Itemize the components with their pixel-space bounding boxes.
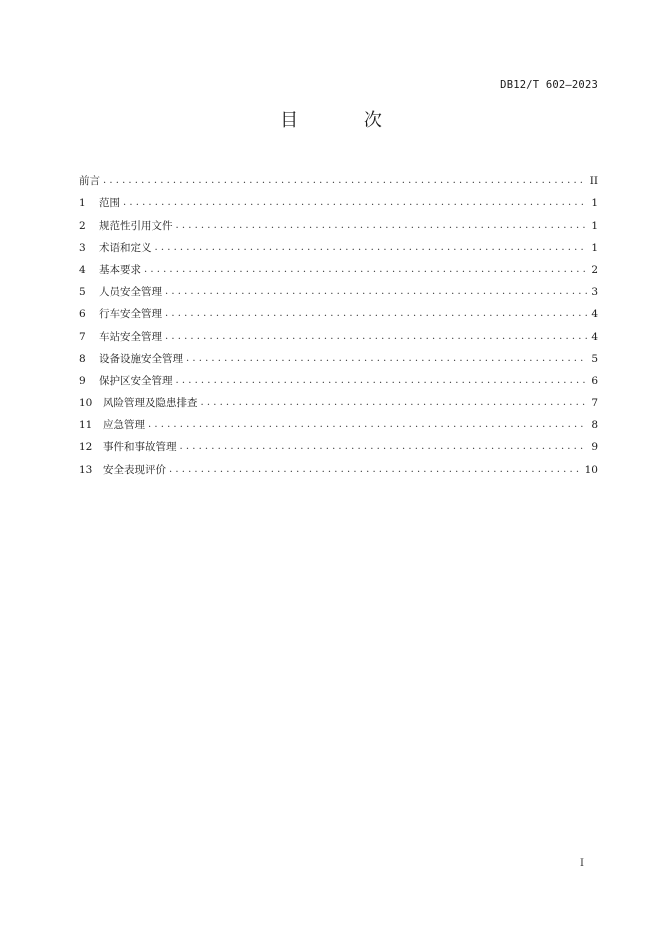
toc-entry-7[interactable] [79,321,598,343]
toc-entry-label: 保护区安全管理 [99,374,173,387]
toc-entry-page: 7 [591,397,598,410]
toc-entry-label: 范围 [99,197,120,210]
toc-entry-11[interactable] [79,410,598,432]
toc-entry-1[interactable] [79,188,598,210]
toc-entry-12[interactable] [79,432,598,454]
document-code: DB12/T 602—2023 [500,79,598,91]
toc-entry-label: 基本要求 [99,263,141,276]
toc-entry-page: 3 [591,286,598,299]
toc-dot-leader [155,241,588,255]
toc-entry-foreword[interactable] [79,166,598,188]
toc-entry-label: 事件和事故管理 [103,441,177,454]
toc-entry-number: 5 [79,286,86,299]
toc-entry-label: 术语和定义 [99,241,152,254]
toc-dot-leader [176,374,588,388]
toc-entry-number: 1 [79,197,86,210]
toc-entry-number: 4 [79,263,86,276]
toc-dot-leader [186,352,587,366]
toc-entry-number: 12 [79,441,93,454]
toc-entry-page: 8 [591,419,598,432]
table-of-contents [79,166,598,477]
toc-entry-label: 风险管理及隐患排查 [103,397,198,410]
toc-entry-label: 人员安全管理 [99,286,162,299]
toc-dot-leader [176,219,588,233]
toc-entry-9[interactable] [79,366,598,388]
toc-entry-label: 前言 [79,175,100,188]
toc-entry-page: 5 [591,352,598,365]
toc-entry-page: 1 [591,197,598,210]
toc-entry-number: 9 [79,374,86,387]
toc-dot-leader [169,463,582,477]
toc-entry-label: 行车安全管理 [99,308,162,321]
toc-entry-page: 1 [591,241,598,254]
toc-entry-10[interactable] [79,388,598,410]
toc-entry-page: 4 [591,308,598,321]
toc-dot-leader [144,263,587,277]
toc-entry-label: 车站安全管理 [99,330,162,343]
toc-entry-label: 应急管理 [103,419,145,432]
toc-entry-5[interactable] [79,277,598,299]
toc-entry-number: 8 [79,352,86,365]
toc-dot-leader [165,330,587,344]
toc-dot-leader [123,196,587,210]
toc-dot-leader [103,174,587,188]
toc-entry-page: 10 [584,463,598,476]
toc-entry-6[interactable] [79,299,598,321]
page-number: I [580,858,584,869]
toc-entry-2[interactable] [79,210,598,232]
toc-entry-label: 规范性引用文件 [99,219,173,232]
toc-entry-8[interactable] [79,344,598,366]
toc-entry-3[interactable] [79,233,598,255]
toc-entry-page: II [589,175,598,188]
toc-dot-leader [180,440,588,454]
toc-entry-number: 2 [79,219,86,232]
toc-entry-page: 1 [591,219,598,232]
toc-entry-label: 安全表现评价 [103,463,166,476]
toc-entry-page: 2 [591,263,598,276]
toc-dot-leader [148,418,587,432]
toc-entry-number: 10 [79,397,93,410]
toc-entry-number: 13 [79,463,93,476]
toc-entry-number: 11 [79,419,93,432]
toc-entry-13[interactable] [79,454,598,476]
toc-entry-4[interactable] [79,255,598,277]
toc-entry-number: 7 [79,330,86,343]
toc-entry-page: 4 [591,330,598,343]
toc-entry-page: 9 [591,441,598,454]
toc-entry-number: 3 [79,241,86,254]
toc-entry-page: 6 [591,374,598,387]
toc-dot-leader [165,285,587,299]
toc-dot-leader [201,396,588,410]
toc-entry-number: 6 [79,308,86,321]
toc-entry-label: 设备设施安全管理 [99,352,183,365]
toc-title: 目 次 [280,110,412,131]
toc-dot-leader [165,307,587,321]
